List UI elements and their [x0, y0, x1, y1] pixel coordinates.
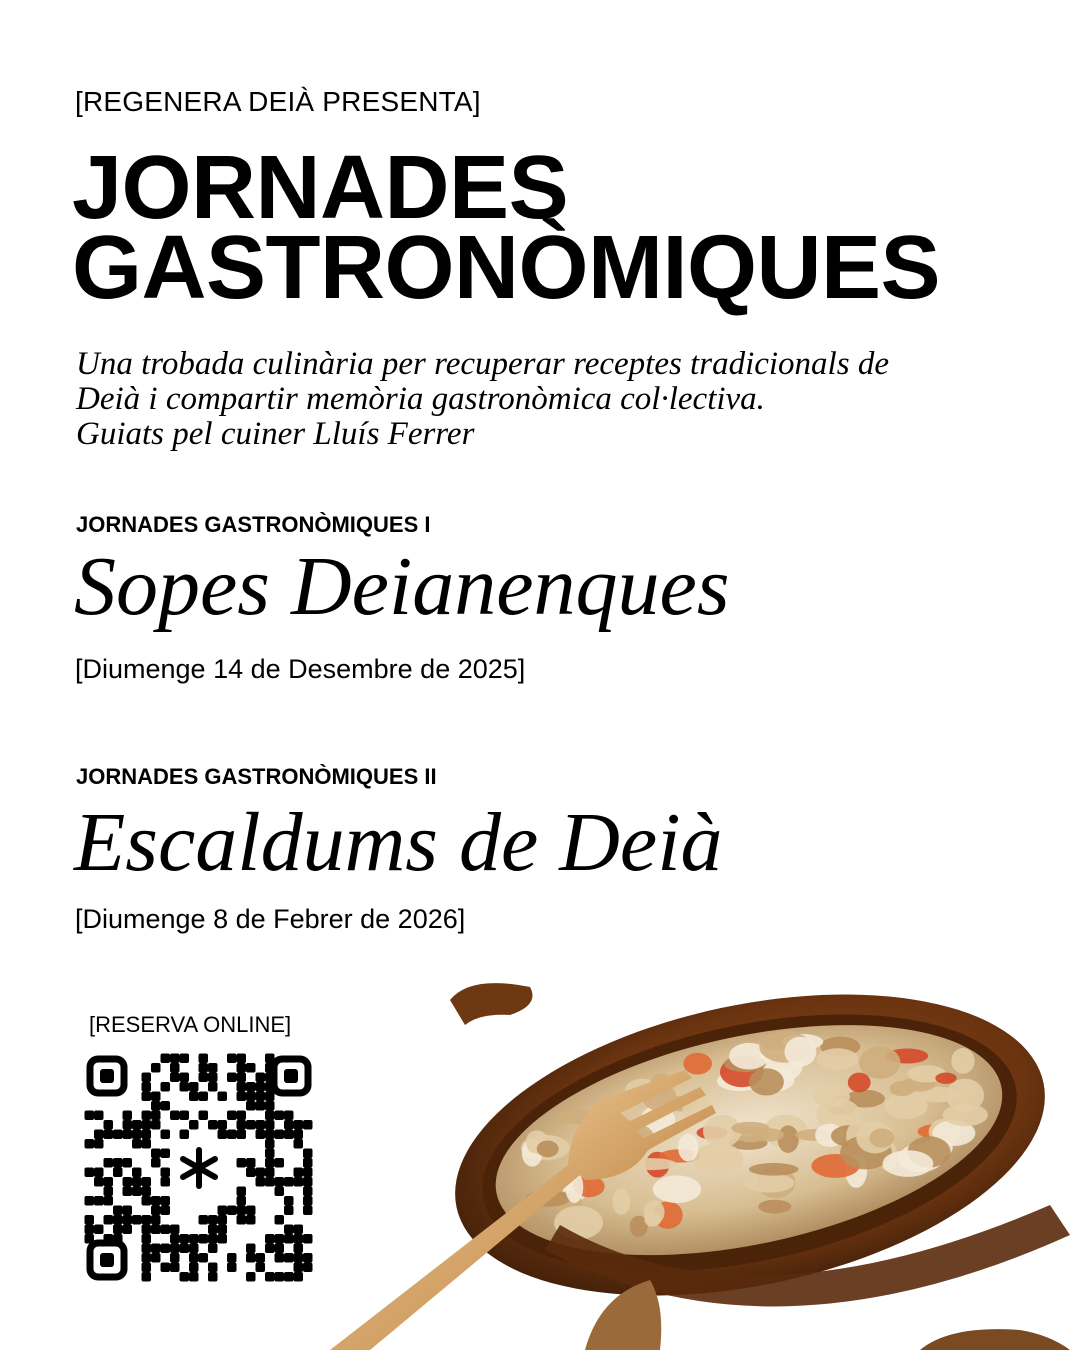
- event-2-label: JORNADES GASTRONÒMIQUES II: [76, 764, 437, 789]
- intro-line-3: Guiats pel cuiner Lluís Ferrer: [76, 416, 475, 452]
- event-2-name: Escaldums de Deià: [74, 796, 723, 889]
- event-1-label: JORNADES GASTRONÒMIQUES I: [76, 512, 431, 537]
- intro-text: [76, 347, 976, 452]
- intro-line-1: Una trobada culinària per recuperar receptes tradicionals de: [76, 346, 889, 382]
- event-2-date: [Diumenge 8 de Febrer de 2026]: [75, 904, 466, 934]
- event-1-name: Sopes Deianenques: [74, 540, 730, 633]
- qr-code-icon[interactable]: [84, 1053, 314, 1283]
- presenter-label: [REGENERA DEIÀ PRESENTA]: [75, 86, 481, 117]
- title-line-2: GASTRONÒMIQUES: [72, 218, 941, 318]
- event-1-date: [Diumenge 14 de Desembre de 2025]: [75, 654, 526, 684]
- dish-photo-icon: [330, 975, 1080, 1350]
- intro-line-2: Deià i compartir memòria gastronòmica col·lectiva.: [76, 381, 765, 417]
- title-line-1: JORNADES: [72, 138, 569, 238]
- reservation-label: [RESERVA ONLINE]: [89, 1012, 292, 1037]
- page-title: [72, 138, 941, 318]
